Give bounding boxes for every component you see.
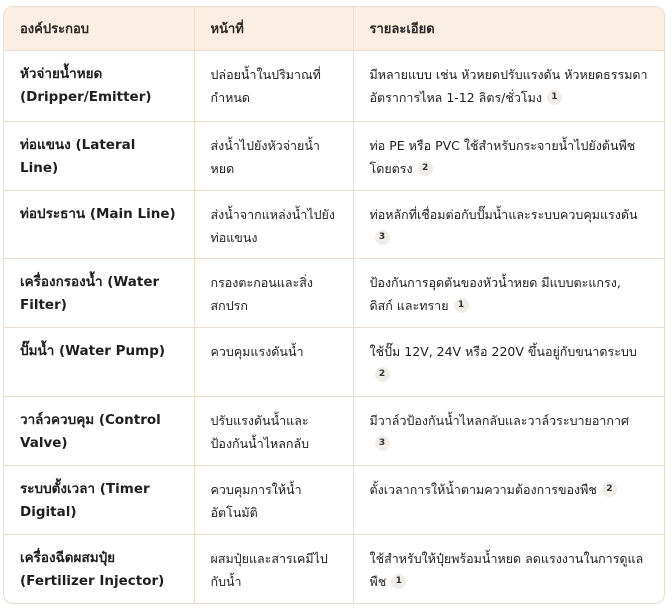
detail-text: ใช้สำหรับให้ปุ๋ยพร้อมน้ำหยด ลดแรงงานในการดูแลพืช	[369, 550, 644, 589]
header-component: องค์ประกอบ	[4, 7, 194, 51]
function-cell: ส่งน้ำจากแหล่งน้ำไปยังท่อแขนง	[194, 190, 353, 259]
function-cell: ปรับแรงดันน้ำและป้องกันน้ำไหลกลับ	[194, 397, 353, 466]
detail-text: ใช้ปั๊ม 12V, 24V หรือ 220V ขึ้นอยู่กับขนาดระบบ	[369, 344, 637, 360]
table-row	[4, 465, 664, 534]
header-row	[4, 7, 664, 51]
detail-text: ท่อหลักที่เชื่อมต่อกับปั๊มน้ำและระบบควบคุมแรงดัน	[369, 206, 638, 222]
component-cell: หัวจ่ายน้ำหยด (Dripper/Emitter)	[4, 51, 194, 122]
detail-text: มีวาล์วป้องกันน้ำไหลกลับและวาล์วระบายอากาศ	[369, 413, 629, 429]
component-cell: ระบบตั้งเวลา (Timer Digital)	[4, 465, 194, 534]
header-function: หน้าที่	[194, 7, 353, 51]
components-table	[4, 7, 664, 603]
citation-badge[interactable]: 3	[375, 230, 390, 245]
detail-text: มีหลายแบบ เช่น หัวหยดปรับแรงดัน หัวหยดธรรมดา อัตราการไหล 1-12 ลิตร/ชั่วโมง	[369, 67, 648, 105]
detail-cell	[353, 190, 664, 259]
table-header	[4, 7, 664, 51]
detail-cell	[353, 465, 664, 534]
components-table-container	[3, 6, 665, 604]
detail-cell	[353, 328, 664, 397]
table-row	[4, 190, 664, 259]
table-row	[4, 51, 664, 122]
component-cell: วาล์วควบคุม (Control Valve)	[4, 397, 194, 466]
table-row	[4, 121, 664, 190]
component-cell: ปั๊มน้ำ (Water Pump)	[4, 328, 194, 397]
citation-badge[interactable]: 1	[547, 90, 562, 105]
function-cell: ผสมปุ๋ยและสารเคมีไปกับน้ำ	[194, 534, 353, 603]
citation-badge[interactable]: 1	[454, 298, 469, 313]
detail-cell	[353, 397, 664, 466]
detail-text: ป้องกันการอุดตันของหัวน้ำหยด มีแบบตะแกรง, ดิสก์ และทราย	[369, 275, 621, 314]
detail-cell	[353, 534, 664, 603]
table-row	[4, 397, 664, 466]
detail-cell	[353, 121, 664, 190]
citation-badge[interactable]: 2	[418, 161, 433, 176]
function-cell: ปล่อยน้ำในปริมาณที่กำหนด	[194, 51, 353, 122]
function-cell: ควบคุมการให้น้ำอัตโนมัติ	[194, 465, 353, 534]
detail-cell	[353, 51, 664, 122]
table-row	[4, 328, 664, 397]
function-cell: ควบคุมแรงดันน้ำ	[194, 328, 353, 397]
table-body	[4, 51, 664, 604]
citation-badge[interactable]: 2	[602, 482, 617, 497]
component-cell: เครื่องฉีดผสมปุ๋ย (Fertilizer Injector)	[4, 534, 194, 603]
component-cell: ท่อแขนง (Lateral Line)	[4, 121, 194, 190]
component-cell: ท่อประธาน (Main Line)	[4, 190, 194, 259]
citation-badge[interactable]: 3	[375, 436, 390, 451]
detail-text: ท่อ PE หรือ PVC ใช้สำหรับกระจายน้ำไปยังต้นพืชโดยตรง	[369, 137, 636, 176]
header-detail: รายละเอียด	[353, 7, 664, 51]
function-cell: กรองตะกอนและสิ่งสกปรก	[194, 259, 353, 328]
function-cell: ส่งน้ำไปยังหัวจ่ายน้ำหยด	[194, 121, 353, 190]
detail-cell	[353, 259, 664, 328]
citation-badge[interactable]: 2	[375, 367, 390, 382]
detail-text: ตั้งเวลาการให้น้ำตามความต้องการของพืช	[369, 481, 597, 497]
citation-badge[interactable]: 1	[391, 574, 406, 589]
table-row	[4, 259, 664, 328]
table-row	[4, 534, 664, 603]
component-cell: เครื่องกรองน้ำ (Water Filter)	[4, 259, 194, 328]
